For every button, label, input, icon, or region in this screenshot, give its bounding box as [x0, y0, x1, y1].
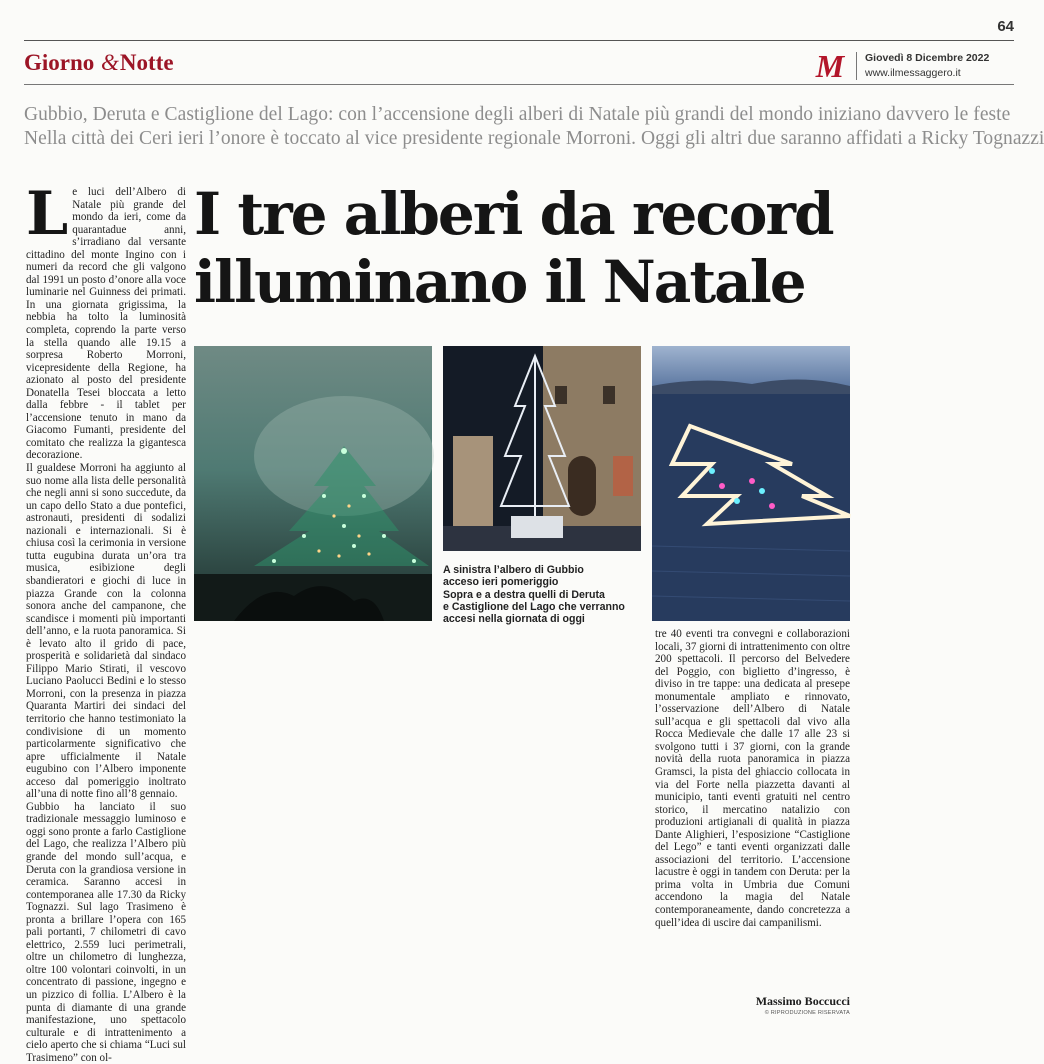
section-title-part1: Giorno — [24, 50, 95, 75]
website-url: www.ilmessaggero.it — [865, 67, 961, 79]
page-number: 64 — [997, 18, 1014, 35]
article-paragraph: Il gualdese Morroni ha aggiunto al suo nome alla lista delle personalità che negli anni si sono succedute, da un capo dello Stato a due pontefici, astronauti, presidenti di sodalizi nazionali e internazionali. Si è chiusa così la cerimonia in versione tutta eugubina durata un’ora tra musica, esibizione degli sbandieratori e giochi di luce in piazza Grande con la colonna sonora anche del campanone, che scandisce i momenti più importanti dell’anno, e la ruota panoramica. Si è levato alto il grido di pace, prosperità e solidarietà dal sindaco Filippo Mario Stirati, il vescovo Luciano Paolucci Bedini e lo stesso Morroni, con la presenza in piazza Quaranta Martiri dei sindaci del territorio che hanno testimoniato la condivisione di un momento particolarmente significativo che apre ufficialmente il Natale eugubino con l’Albero imponente acceso dal pomeriggio inoltrato all’una di notte fino all’8 gennaio. — [26, 462, 186, 801]
caption-line: accesi nella giornata di oggi — [443, 613, 585, 626]
caption-line: acceso ieri pomeriggio — [443, 576, 559, 589]
author-byline: Massimo Boccucci — [755, 994, 850, 1008]
article-column-right — [655, 628, 850, 929]
article-column-left — [26, 179, 186, 1064]
photo-castiglione-tree — [652, 346, 850, 621]
photo-caption — [443, 564, 643, 625]
section-title-part2: Notte — [119, 50, 174, 75]
photo-gubbio-tree — [194, 346, 432, 621]
article-paragraph: e luci dell’Albero di Natale più grande del mondo da ieri, come da quarantadue anni, s’irradiano dal versante cittadino del monte Ingino con i numeri da record che gli valgono dal 1991 un posto d’onore alla voce luminarie nel Guinness dei primati. In una giornata grigissima, la nebbia ha tolto la luminosità completa, coprendo la parte verso la stella quando alle 19.15 a sorpresa Roberto Morroni, vicepresidente della Regione, ha azionato al posto del presidente Donatella Tesei bloccata a letto dalla febbre - il tablet per l’accensione tenuto in mano da Giacomo Fumanti, presidente del comitato che realizza la gigantesca decorazione. — [26, 186, 186, 462]
headline-line-2: illuminano il Natale — [194, 248, 805, 316]
article-paragraph: tre 40 eventi tra convegni e collaborazioni locali, 37 giorni di intrattenimento con oltre 200 spettacoli. Il percorso del Belvedere del Poggio, con biglietto d’ingresso, è diviso in tre tappe: una dedicata al presepe monumentale ampliato e rinnovato, l’osservazione dell’Albero di Natale sull’acqua e gli spettacoli dal vivo alla Rocca Medievale che dalle 17 alle 23 si svolgono tutti i 37 giorni, con la grande novità della ruota panoramica in piazza Gramsci, la pista del ghiaccio collocata in via del Forte nella piazzetta davanti al municipio, tanti eventi gratuiti nel centro storico, il mercatino natalizio con produzioni artigianali di qualità in piazza Dante Alighieri, l’esposizione “Castiglione del Lego” e tanti eventi organizzati dalle associazioni del territorio. L’accensione lacustre è oggi in tandem con Deruta: per la prima volta in Umbria due Comuni accendono la magia del Natale contemporaneamente, dando concretezza a quell’idea di uscire dai campanilismi. — [655, 628, 850, 929]
photo-deruta-tree — [443, 346, 641, 551]
drop-cap: L — [26, 179, 69, 249]
issue-date: Giovedì 8 Dicembre 2022 — [865, 52, 990, 64]
caption-line: Sopra e a destra quelli di Deruta — [443, 588, 605, 601]
caption-line: e Castiglione del Lago che verranno — [443, 600, 625, 613]
kicker-line-1: Gubbio, Deruta e Castiglione del Lago: con l’accensione degli alberi di Natale più grandi del mondo iniziano davvero le feste — [24, 104, 1011, 125]
masthead-divider — [856, 52, 857, 80]
copyright-notice: © RIPRODUZIONE RISERVATA — [764, 1010, 850, 1016]
section-title — [24, 50, 174, 76]
caption-line: A sinistra l’albero di Gubbio — [443, 564, 584, 576]
kicker-line-2: Nella città dei Ceri ieri l’onore è toccato al vice presidente regionale Morroni. Oggi gli altri due saranno affidati a Ricky Tognazzi — [24, 128, 1044, 149]
masthead — [810, 47, 990, 84]
top-rule — [24, 40, 1014, 41]
section-title-amp: & — [101, 50, 119, 75]
masthead-text — [865, 51, 989, 81]
headline-line-1: I tre alberi da record — [194, 180, 833, 248]
header-rule — [24, 84, 1014, 85]
article-paragraph: Gubbio ha lanciato il suo tradizionale messaggio luminoso e oggi sono pronte a farlo Castiglione del Lago, che realizza l’Albero più grande del mondo sull’acqua, e Deruta con la grandiosa versione in ceramica. Saranno accesi in contemporanea alle 17.30 da Ricky Tognazzi. Sul lago Trasimeno è pronta a brillare l’opera con 165 pali portanti, 7 chilometri di cavo elettrico, 2.559 luci perimetrali, oltre un chilometro di lunghezza, oltre 100 volontari coinvolti, in un concentrato di passione, ingegno e un pizzico di follia. L’Albero è la punta di diamante di una grande manifestazione, uno spettacolo culturale e di intrattenimento a cielo aperto che si chiama “Luci sul Trasimeno” con ol- — [26, 800, 186, 1064]
newspaper-logo: M — [815, 47, 845, 84]
